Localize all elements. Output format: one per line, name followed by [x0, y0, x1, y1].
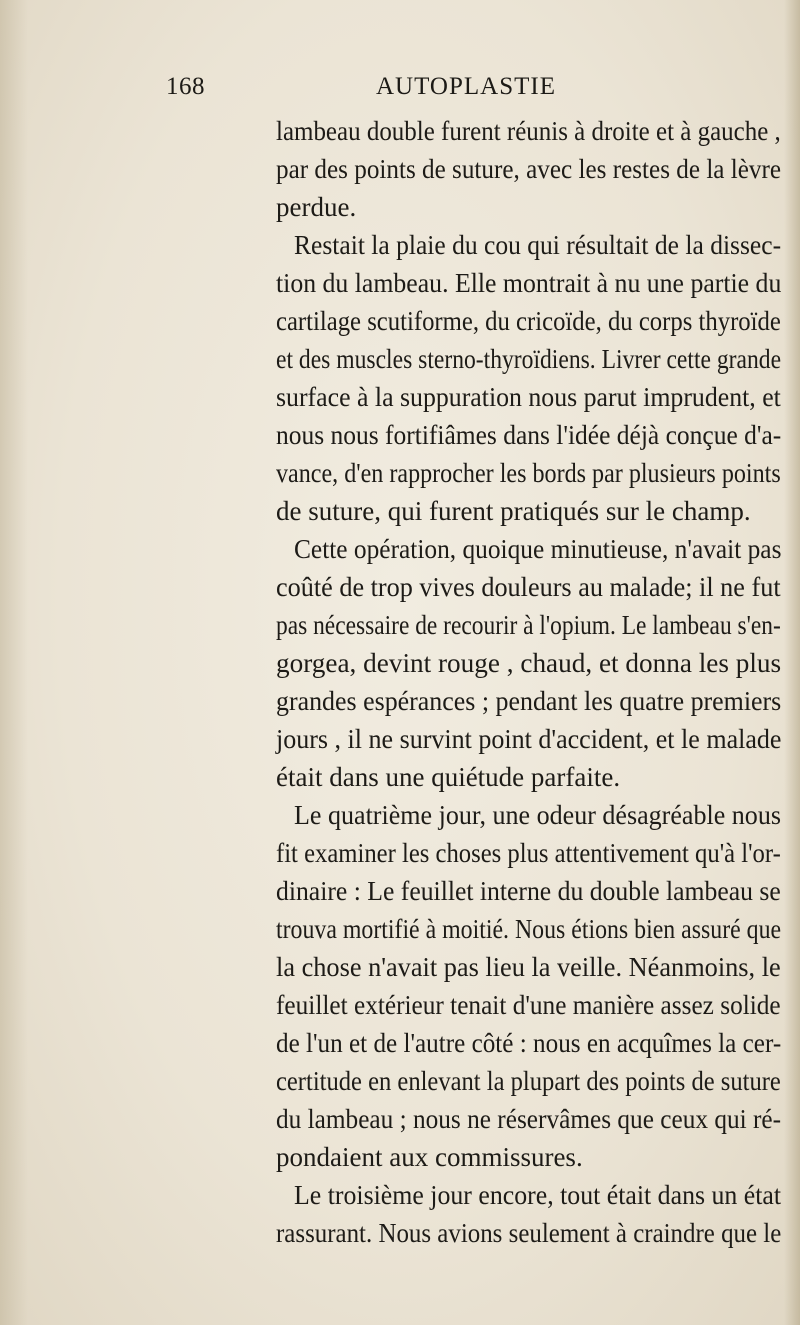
text-line: pondaient aux commissures. [276, 1142, 583, 1172]
text-line: cartilage scutiforme, du cricoïde, du corps thyroïde [276, 306, 781, 336]
text-line: de l'un et de l'autre côté : nous en acquîmes la cer- [276, 1028, 782, 1058]
text-line: et des muscles sterno-thyroïdiens. Livrer cette grande [276, 344, 782, 374]
text-line: pas nécessaire de recourir à l'opium. Le lambeau s'en- [276, 610, 781, 640]
text-line: fit examiner les choses plus attentivement qu'à l'or- [276, 838, 781, 868]
text-line: du lambeau ; nous ne réservâmes que ceux qui ré- [276, 1104, 782, 1134]
text-line: dinaire : Le feuillet interne du double lambeau se [276, 876, 781, 906]
text-line: de suture, qui furent pratiqués sur le champ. [276, 496, 751, 526]
text-line: certitude en enlevant la plupart des points de suture [276, 1066, 781, 1096]
text-line: tion du lambeau. Elle montrait à nu une partie du [276, 268, 782, 298]
running-title: AUTOPLASTIE [376, 73, 556, 100]
text-line: grandes espérances ; pendant les quatre premiers [276, 686, 782, 716]
text-line: gorgea, devint rouge , chaud, et donna les plus [276, 648, 782, 678]
text-line: Le troisième jour encore, tout était dans un état [294, 1180, 782, 1210]
text-line: par des points de suture, avec les restes de la lèvre [276, 154, 782, 184]
text-line: rassurant. Nous avions seulement à craindre que le [276, 1218, 782, 1248]
text-line: coûté de trop vives douleurs au malade; il ne fut [276, 572, 781, 602]
text-line: la chose n'avait pas lieu la veille. Néanmoins, le [276, 952, 781, 982]
text-line: nous nous fortifiâmes dans l'idée déjà conçue d'a- [276, 420, 782, 450]
text-line: perdue. [276, 192, 357, 222]
text-line: Restait la plaie du cou qui résultait de la dissec- [294, 230, 782, 260]
text-line: feuillet extérieur tenait d'une manière assez solide [276, 990, 781, 1020]
text-line: était dans une quiétude parfaite. [276, 762, 621, 792]
text-line: surface à la suppuration nous parut imprudent, et [276, 382, 781, 412]
text-line: Cette opération, quoique minutieuse, n'avait pas [294, 534, 782, 564]
text-line: vance, d'en rapprocher les bords par plusieurs points [276, 458, 781, 488]
text-line: jours , il ne survint point d'accident, et le malade [276, 724, 782, 754]
text-line: trouva mortifié à moitié. Nous étions bien assuré que [276, 914, 782, 944]
text-line: lambeau double furent réunis à droite et à gauche , [276, 116, 781, 146]
text-line: Le quatrième jour, une odeur désagréable nous [294, 800, 781, 830]
page-number: 168 [166, 73, 205, 100]
